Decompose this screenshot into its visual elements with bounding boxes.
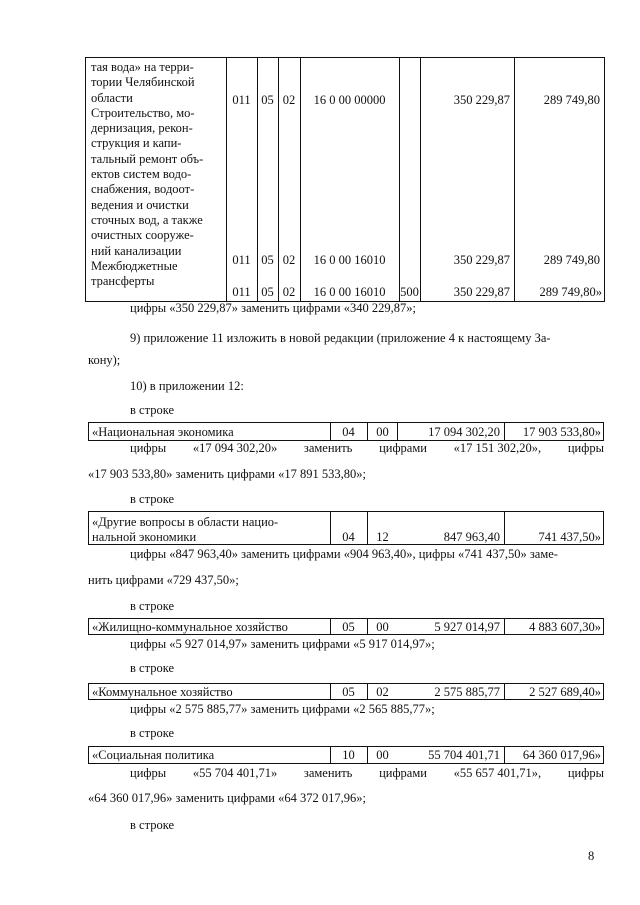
- row-name-line-2: нальной экономики: [92, 530, 197, 544]
- cell-value-1: 350 229,87: [453, 93, 510, 107]
- paragraph-social-l2: «64 360 017,96» заменить цифрами «64 372 017,96»;: [88, 791, 366, 805]
- row-name-water: [91, 60, 221, 289]
- cell-value-2: 289 749,80»: [539, 285, 602, 299]
- label-v-stroke: в строке: [130, 818, 175, 832]
- row-value-2: 741 437,50»: [538, 530, 601, 544]
- cell-value-2: 289 749,80: [543, 253, 600, 267]
- row-other-economy: [88, 511, 604, 545]
- name-line: дернизация, рекон-: [91, 121, 193, 136]
- row-value-1: 5 927 014,97: [434, 620, 500, 634]
- row-name: «Национальная экономика: [92, 425, 234, 439]
- name-line: области: [91, 90, 133, 105]
- row-subsection: 12: [376, 530, 389, 544]
- table-border-top: [85, 57, 605, 58]
- cell-subsection: 02: [282, 93, 296, 107]
- row-section: 04: [342, 425, 355, 439]
- row-subsection: 00: [376, 425, 389, 439]
- row-value-2: 4 883 607,30»: [529, 620, 601, 634]
- row-subsection: 00: [376, 620, 389, 634]
- cell-code: 011: [232, 285, 251, 299]
- paragraph-other-l1: цифры «847 963,40» заменить цифрами «904 963,40», цифры «741 437,50» заме-: [130, 547, 558, 561]
- row-section: 05: [342, 620, 355, 634]
- paragraph-housing: цифры «5 927 014,97» заменить цифрами «5 917 014,97»;: [130, 637, 435, 651]
- name-line: Строительство, мо-: [91, 105, 195, 120]
- row-social-policy: [88, 746, 604, 764]
- page-number: 8: [588, 849, 595, 863]
- name-line: струкция и капи-: [91, 136, 182, 151]
- row-national-economy: [88, 422, 604, 441]
- label-v-stroke: в строке: [130, 726, 175, 740]
- name-line: ведения и очистки: [91, 197, 189, 212]
- paragraph-replace-340: цифры «350 229,87» заменить цифрами «340 229,87»;: [130, 301, 416, 315]
- cell-code: 011: [232, 253, 251, 267]
- paragraph-item-10: 10) в приложении 12:: [130, 379, 244, 393]
- cell-section: 05: [261, 93, 274, 107]
- cell-target: 16 0 00 16010: [313, 253, 386, 267]
- name-line: тории Челябинской: [91, 75, 195, 90]
- row-subsection: 00: [376, 748, 389, 762]
- cell-target: 16 0 00 16010: [313, 285, 386, 299]
- paragraph-communal: цифры «2 575 885,77» заменить цифрами «2 565 885,77»;: [130, 702, 435, 716]
- paragraph-econ-l1: цифры «17 094 302,20» заменить цифрами «17 151 302,20», цифры: [130, 441, 604, 455]
- row-value-2: 2 527 689,40»: [529, 685, 601, 699]
- label-v-stroke: в строке: [130, 403, 175, 417]
- row-section: 05: [342, 685, 355, 699]
- table-col-line: [399, 57, 400, 302]
- row-subsection: 02: [376, 685, 389, 699]
- label-v-stroke: в строке: [130, 599, 175, 613]
- label-v-stroke: в строке: [130, 492, 175, 506]
- row-name: «Жилищно-коммунальное хозяйство: [92, 620, 288, 634]
- name-line: Межбюджетные: [91, 258, 178, 273]
- cell-target: 16 0 00 00000: [313, 93, 386, 107]
- row-communal: [88, 683, 604, 700]
- row-name-line-1: «Другие вопросы в области нацио-: [92, 515, 279, 529]
- row-value-1: 847 963,40: [443, 530, 500, 544]
- row-value-1: 55 704 401,71: [428, 748, 500, 762]
- cell-value-1: 350 229,87: [453, 285, 510, 299]
- name-line: снабжения, водоот-: [91, 182, 195, 197]
- paragraph-econ-l2: «17 903 533,80» заменить цифрами «17 891 533,80»;: [88, 467, 366, 481]
- table-border-left: [85, 57, 86, 302]
- cell-subsection: 02: [282, 285, 296, 299]
- row-section: 10: [342, 748, 355, 762]
- table-border-right: [604, 57, 605, 302]
- name-line: ний канализации: [91, 243, 182, 258]
- row-value-2: 64 360 017,96»: [522, 748, 601, 762]
- cell-section: 05: [261, 285, 274, 299]
- name-line: трансферты: [91, 274, 155, 289]
- cell-subsection: 02: [282, 253, 296, 267]
- label-v-stroke: в строке: [130, 661, 175, 675]
- row-housing: [88, 618, 604, 635]
- cell-value-1: 350 229,87: [453, 253, 510, 267]
- row-value-2: 17 903 533,80»: [522, 425, 601, 439]
- name-line: тальный ремонт объ-: [91, 151, 204, 166]
- cell-code: 011: [232, 93, 251, 107]
- paragraph-item-9: 9) приложение 11 изложить в новой редакции (приложение 4 к настоящему За-: [130, 331, 551, 345]
- cell-value-2: 289 749,80: [543, 93, 600, 107]
- paragraph-other-l2: нить цифрами «729 437,50»;: [88, 573, 239, 587]
- row-value-1: 2 575 885,77: [434, 685, 500, 699]
- name-line: очистных сооруже-: [91, 228, 194, 243]
- cell-section: 05: [261, 253, 274, 267]
- row-value-1: 17 094 302,20: [428, 425, 500, 439]
- name-line: ектов систем водо-: [91, 167, 192, 182]
- row-name: «Социальная политика: [92, 748, 215, 762]
- name-line: сточных вод, а также: [91, 212, 203, 227]
- paragraph-item-9-cont: кону);: [88, 353, 121, 367]
- name-line: тая вода» на терри-: [91, 60, 194, 74]
- paragraph-social-l1: цифры «55 704 401,71» заменить цифрами «55 657 401,71», цифры: [130, 766, 604, 780]
- row-name: «Коммунальное хозяйство: [92, 685, 233, 699]
- cell-type: 500: [400, 285, 419, 299]
- row-section: 04: [342, 530, 355, 544]
